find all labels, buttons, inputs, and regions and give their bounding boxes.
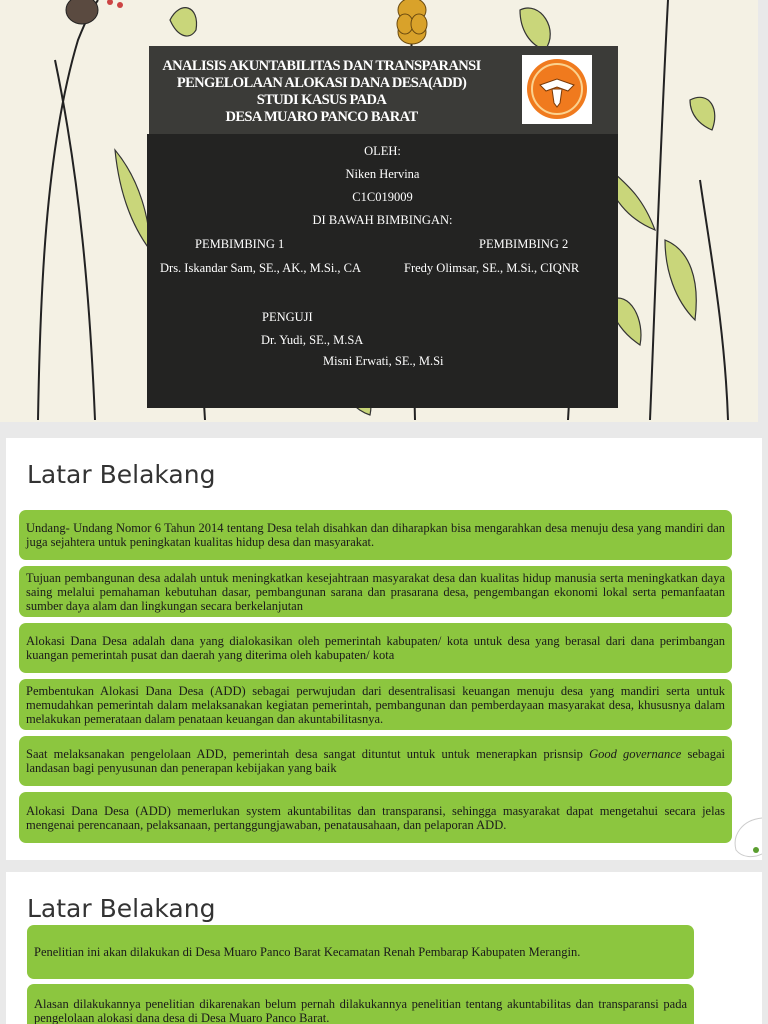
- title-line: DESA MUARO PANCO BARAT: [225, 109, 418, 125]
- list-item-text: Alokasi Dana Desa adalah dana yang dialokasikan oleh pemerintah kabupaten/ kota untuk desa yang berasal dari dana perimbangan kuangan pemerintah pusat dan daerah yang diterima oleh kabupaten/ kota: [26, 634, 725, 662]
- pembimbing2-label: PEMBIMBING 2: [479, 237, 569, 251]
- list-item-text: Tujuan pembangunan desa adalah untuk meningkatkan kesejahtraan masyarakat desa dan kualitas hidup manusia serta meningkatkan daya saing melalui pemahaman kebutuhan dasar, pembangunan sarana dan prasarana desa, pengembangan ekonomi lokal serta pemanfaatan sumber daya alam dan lingkungan secara berkelanjutan: [26, 570, 725, 613]
- list-item-text: Alasan dilakukannya penelitian dikarenakan belum pernah dilakukannya penelitian tentang akuntabilitas dan transparansi pada pengelolaan alokasi dana desa di Desa Muaro Panco Barat.: [34, 997, 687, 1024]
- list-item: [27, 925, 694, 979]
- supervision-label: DI BAWAH BIMBINGAN:: [312, 213, 453, 227]
- student-id: C1C019009: [352, 190, 413, 204]
- list-item: [19, 736, 732, 786]
- author-info-panel: [147, 134, 618, 408]
- list-item: [19, 792, 732, 843]
- presentation-title: [149, 58, 494, 126]
- list-item-text: Alokasi Dana Desa (ADD) memerlukan system akuntabilitas dan transparansi, sehingga masyarakat dapat mengetahui secara jelas mengenai perencanaan, pelaksanaan, pertanggungjawaban, penatausahaan, dan pelaporan ADD.: [26, 803, 725, 832]
- pembimbing1-name: Drs. Iskandar Sam, SE., AK., M.Si., CA: [160, 261, 362, 275]
- text-run-italic: Good governance: [589, 747, 682, 761]
- corner-decoration-icon: [722, 810, 762, 860]
- penguji-1-name: Dr. Yudi, SE., M.SA: [261, 333, 364, 347]
- list-item: [19, 679, 732, 730]
- slide-title: Latar Belakang: [27, 460, 216, 489]
- list-item: [19, 510, 732, 560]
- pembimbing1-label: PEMBIMBING 1: [195, 237, 285, 251]
- cover-slide: [0, 0, 758, 422]
- list-item: [19, 623, 732, 673]
- text-run: Saat melaksanakan pengelolaan ADD, pemerintah desa sangat dituntut untuk untuk menerapkan prisnsip: [26, 747, 590, 761]
- slide-title: Latar Belakang: [27, 894, 216, 923]
- oleh-label: OLEH:: [364, 144, 401, 158]
- title-line: ANALISIS AKUNTABILITAS DAN TRANSPARANSI: [162, 58, 481, 74]
- text-run: sebagai landasan bagi penyusunan dan penerapan kebijakan yang baik: [26, 747, 725, 775]
- list-item: [19, 566, 732, 617]
- penguji-2-name: Misni Erwati, SE., M.Si: [323, 354, 444, 368]
- title-line: STUDI KASUS PADA: [256, 92, 387, 108]
- list-item: [27, 984, 694, 1024]
- latar-belakang-slide-2: [6, 872, 762, 1024]
- list-item-text: Pembentukan Alokasi Dana Desa (ADD) sebagai perwujudan dari desentralisasi keuangan menuju desa yang mandiri serta untuk memudahkan pemerintah dalam melaksanakan kegiatan pemerintah, pembangunan dan pemberdayaan masyarakat desa, khususnya dalam melakukan pemerataan dalam penataan keuangan dan akuntabilitasnya.: [26, 683, 725, 726]
- title-panel: [149, 46, 618, 136]
- title-line: PENGELOLAAN ALOKASI DANA DESA(ADD): [176, 75, 467, 91]
- university-emblem-icon: [522, 55, 592, 124]
- pembimbing2-name: Fredy Olimsar, SE., M.Si., CIQNR: [404, 261, 580, 275]
- list-item-text: Penelitian ini akan dilakukan di Desa Muaro Panco Barat Kecamatan Renah Pembarap Kabupaten Merangin.: [34, 945, 581, 959]
- author-name: Niken Hervina: [345, 167, 420, 181]
- list-item-text: [26, 747, 725, 775]
- list-item-text: Undang- Undang Nomor 6 Tahun 2014 tentang Desa telah disahkan dan diharapkan bisa mengarahkan desa menuju desa yang mandiri dan juga sejahtera untuk peningkatan kualitas hidup desa dan masyarakat.: [26, 521, 725, 549]
- penguji-label: PENGUJI: [262, 310, 313, 324]
- latar-belakang-slide-1: [6, 438, 762, 860]
